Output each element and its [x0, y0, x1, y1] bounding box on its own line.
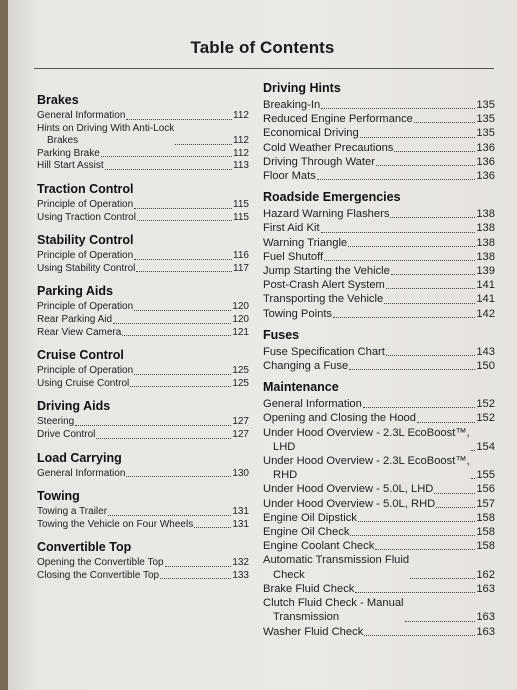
entry-label: Under Hood Overview - 2.3L EcoBoost™, LHD — [263, 426, 470, 453]
toc-entry[interactable] — [37, 212, 249, 225]
dot-leader — [134, 374, 231, 375]
toc-entry[interactable] — [263, 411, 495, 425]
toc-section — [37, 92, 249, 173]
section-heading[interactable]: Cruise Control — [37, 348, 124, 363]
toc-entry[interactable] — [263, 359, 495, 373]
toc-section — [37, 181, 249, 224]
dot-leader — [391, 274, 475, 275]
entry-label: Washer Fluid Check — [263, 625, 364, 638]
toc-section — [37, 283, 249, 339]
dot-leader — [175, 144, 232, 145]
entry-label: Hazard Warning Flashers — [263, 208, 390, 221]
toc-entry[interactable] — [263, 264, 495, 278]
entry-page-number: 115 — [233, 198, 249, 210]
section-heading[interactable]: Driving Hints — [263, 81, 341, 95]
entry-page-number: 136 — [476, 141, 495, 154]
entry-label: First Aid Kit — [263, 222, 320, 235]
toc-entry[interactable] — [37, 301, 249, 314]
entry-label: Principle of Operation — [37, 301, 134, 313]
section-heading[interactable]: Roadside Emergencies — [263, 190, 401, 205]
toc-entry[interactable] — [37, 327, 249, 340]
entry-label: General Information — [37, 467, 126, 479]
entry-page-number: 138 — [476, 250, 495, 263]
entry-label: Breaking-In — [263, 99, 321, 111]
toc-entry[interactable] — [263, 112, 495, 126]
toc-section — [263, 327, 495, 373]
dot-leader — [348, 246, 475, 247]
toc-entry[interactable] — [263, 497, 495, 511]
entry-page-number: 113 — [233, 160, 249, 172]
dot-leader — [471, 450, 476, 451]
left-column — [37, 80, 249, 582]
entry-page-number: 138 — [476, 236, 495, 249]
dot-leader — [436, 507, 475, 508]
entry-label: Cold Weather Precautions — [263, 141, 394, 154]
toc-entry[interactable] — [37, 557, 249, 570]
entry-label: Parking Brake — [37, 147, 100, 159]
entry-page-number: 158 — [476, 540, 495, 553]
entry-label: Floor Mats — [263, 170, 316, 183]
toc-entry[interactable] — [37, 263, 249, 276]
dot-leader — [96, 438, 231, 439]
dot-leader — [333, 317, 475, 318]
dot-leader — [137, 220, 232, 221]
dot-leader — [376, 165, 475, 166]
entry-page-number: 142 — [476, 307, 495, 320]
right-column — [263, 80, 495, 639]
entry-page-number: 139 — [476, 265, 495, 278]
toc-entry[interactable] — [263, 426, 495, 454]
dot-leader — [134, 208, 232, 209]
section-heading[interactable]: Towing — [37, 489, 80, 504]
entry-page-number: 136 — [476, 155, 495, 168]
section-heading[interactable]: Load Carrying — [37, 450, 122, 465]
toc-entry[interactable] — [263, 278, 495, 292]
toc-entry[interactable] — [263, 250, 495, 264]
toc-entry[interactable] — [37, 519, 249, 532]
entry-label: Warning Triangle — [263, 236, 348, 249]
dot-leader — [113, 323, 231, 324]
dot-leader — [358, 521, 475, 522]
dot-leader — [75, 425, 231, 426]
entry-label: Towing a Trailer — [37, 506, 108, 518]
toc-entry[interactable] — [37, 468, 249, 481]
entry-page-number: 158 — [476, 526, 495, 539]
toc-entry[interactable] — [263, 525, 495, 539]
toc-entry[interactable] — [37, 365, 249, 378]
entry-label: Closing the Convertible Top — [37, 569, 160, 581]
entry-label: Engine Oil Dipstick — [263, 511, 357, 524]
section-heading[interactable]: Driving Aids — [37, 399, 111, 414]
entry-page-number: 112 — [233, 135, 249, 147]
dot-leader — [126, 476, 231, 477]
entry-label: Hill Start Assist — [37, 160, 104, 172]
dot-leader — [405, 621, 476, 622]
dot-leader — [321, 108, 475, 109]
entry-label: Using Stability Control — [37, 262, 136, 274]
entry-label: Rear Parking Aid — [37, 313, 113, 325]
toc-entry[interactable] — [37, 570, 249, 583]
entry-page-number: 155 — [476, 469, 495, 482]
dot-leader — [386, 355, 475, 356]
toc-entry[interactable] — [37, 123, 249, 148]
entry-label: Engine Oil Check — [263, 526, 350, 539]
toc-section — [263, 80, 495, 183]
toc-entry[interactable] — [37, 416, 249, 429]
entry-page-number: 133 — [232, 569, 249, 581]
entry-page-number: 112 — [233, 147, 249, 159]
toc-entry[interactable] — [263, 207, 495, 221]
dot-leader — [364, 635, 475, 636]
toc-entry[interactable] — [263, 511, 495, 525]
entry-page-number: 154 — [476, 440, 495, 453]
entry-label: General Information — [37, 110, 126, 121]
dot-leader — [414, 122, 475, 123]
entry-page-number: 125 — [232, 365, 249, 377]
toc-entry[interactable] — [263, 155, 495, 169]
entry-page-number: 135 — [476, 127, 495, 140]
toc-entry[interactable] — [37, 148, 249, 161]
entry-label: Economical Driving — [263, 127, 359, 140]
entry-page-number: 131 — [232, 518, 249, 530]
toc-entry[interactable] — [263, 539, 495, 553]
entry-page-number: 121 — [232, 326, 249, 338]
section-heading[interactable]: Parking Aids — [37, 284, 113, 299]
toc-entry[interactable] — [263, 596, 495, 624]
dot-leader — [375, 549, 475, 550]
entry-label: Changing a Fuse — [263, 360, 349, 373]
entry-page-number: 141 — [476, 293, 495, 306]
title-divider — [34, 68, 494, 69]
entry-label: Using Cruise Control — [37, 377, 130, 389]
dot-leader — [126, 119, 232, 120]
toc-section — [263, 379, 495, 638]
toc-entry[interactable] — [37, 199, 249, 212]
entry-label: Engine Coolant Check — [263, 540, 375, 553]
entry-page-number: 127 — [232, 416, 249, 428]
dot-leader — [394, 151, 475, 152]
toc-entry[interactable] — [263, 397, 495, 411]
entry-page-number: 116 — [233, 250, 249, 262]
entry-label: Automatic Transmission Fluid Check — [263, 554, 410, 581]
entry-label: Under Hood Overview - 2.3L EcoBoost™, RHD — [263, 455, 470, 482]
entry-label: Jump Starting the Vehicle — [263, 265, 390, 278]
entry-page-number: 132 — [232, 557, 249, 569]
entry-page-number: 150 — [476, 360, 495, 373]
entry-label: Using Traction Control — [37, 211, 136, 223]
entry-page-number: 138 — [476, 222, 495, 235]
toc-entry[interactable] — [263, 454, 495, 482]
dot-leader — [410, 578, 475, 579]
entry-label: Transporting the Vehicle — [263, 293, 384, 306]
toc-entry[interactable] — [263, 98, 495, 112]
toc-section — [37, 347, 249, 390]
entry-label: Principle of Operation — [37, 365, 134, 377]
dot-leader — [363, 407, 475, 408]
entry-label: Opening the Convertible Top — [37, 557, 164, 569]
toc-entry[interactable] — [263, 625, 495, 639]
dot-leader — [136, 271, 232, 272]
entry-label: Brake Fluid Check — [263, 582, 355, 595]
dot-leader — [471, 478, 476, 479]
dot-leader — [355, 592, 475, 593]
dot-leader — [321, 232, 476, 233]
entry-page-number: 157 — [476, 497, 495, 510]
toc-entry[interactable] — [37, 160, 249, 173]
entry-label: Drive Control — [37, 428, 96, 440]
section-heading[interactable]: Maintenance — [263, 380, 339, 395]
page-title: Table of Contents — [190, 38, 335, 57]
dot-leader — [360, 137, 476, 138]
toc-section — [37, 539, 249, 582]
entry-label: Towing Points — [263, 307, 333, 320]
toc-entry[interactable] — [37, 378, 249, 391]
toc-entry[interactable] — [263, 292, 495, 306]
entry-page-number: 130 — [232, 467, 249, 479]
entry-page-number: 115 — [233, 211, 249, 223]
dot-leader — [384, 303, 475, 304]
entry-page-number: 136 — [476, 170, 495, 183]
section-heading[interactable]: Stability Control — [37, 233, 134, 248]
entry-page-number: 127 — [232, 428, 249, 440]
dot-leader — [108, 515, 231, 516]
entry-page-number: 131 — [232, 506, 249, 518]
entry-page-number: 120 — [232, 313, 249, 325]
dot-leader — [350, 535, 475, 536]
entry-page-number: 135 — [476, 99, 495, 111]
entry-page-number: 152 — [476, 398, 495, 411]
entry-page-number: 138 — [476, 208, 495, 221]
entry-page-number: 162 — [476, 568, 495, 581]
entry-label: Principle of Operation — [37, 198, 134, 210]
toc-section — [37, 450, 249, 481]
entry-page-number: 156 — [476, 483, 495, 496]
entry-page-number: 152 — [476, 412, 495, 425]
toc-entry[interactable] — [37, 250, 249, 263]
entry-label: Hints on Driving With Anti-Lock Brakes — [37, 122, 175, 147]
manual-page — [8, 0, 517, 690]
toc-entry[interactable] — [263, 126, 495, 140]
dot-leader — [160, 578, 231, 579]
entry-label: Fuse Specification Chart — [263, 345, 385, 358]
section-heading[interactable]: Traction Control — [37, 181, 134, 196]
dot-leader — [134, 310, 231, 311]
toc-entry[interactable] — [263, 221, 495, 235]
entry-label: Opening and Closing the Hood — [263, 412, 417, 425]
entry-label: Clutch Fluid Check - Manual Transmission — [263, 597, 404, 624]
section-heading[interactable]: Fuses — [263, 327, 300, 342]
entry-page-number: 143 — [476, 345, 495, 358]
dot-leader — [317, 179, 475, 180]
toc-entry[interactable] — [263, 582, 495, 596]
toc-entry[interactable] — [263, 141, 495, 155]
section-heading[interactable]: Brakes — [37, 93, 79, 107]
entry-page-number: 141 — [476, 279, 495, 292]
toc-section — [37, 232, 249, 275]
toc-entry[interactable] — [263, 345, 495, 359]
toc-section — [37, 488, 249, 531]
entry-page-number: 135 — [476, 113, 495, 126]
entry-label: Rear View Camera — [37, 326, 122, 338]
toc-entry[interactable] — [263, 169, 495, 183]
entry-page-number: 120 — [232, 301, 249, 313]
entry-label: Principle of Operation — [37, 250, 134, 262]
entry-label: Steering — [37, 416, 75, 428]
entry-label: Fuel Shutoff — [263, 250, 324, 263]
entry-page-number: 117 — [233, 262, 249, 274]
toc-entry[interactable] — [37, 429, 249, 442]
entry-label: Reduced Engine Performance — [263, 113, 413, 126]
toc-entry[interactable] — [263, 553, 495, 581]
toc-entry[interactable] — [37, 314, 249, 327]
dot-leader — [130, 386, 231, 387]
entry-label: Post-Crash Alert System — [263, 279, 385, 292]
toc-section — [37, 398, 249, 441]
section-heading[interactable]: Convertible Top — [37, 540, 132, 555]
dot-leader — [349, 369, 475, 370]
entry-label: General Information — [263, 398, 362, 411]
dot-leader — [386, 288, 475, 289]
entry-label: Driving Through Water — [263, 155, 375, 168]
dot-leader — [134, 259, 232, 260]
entry-page-number: 163 — [476, 611, 495, 624]
dot-leader — [434, 493, 475, 494]
entry-label: Under Hood Overview - 5.0L, LHD — [263, 483, 434, 496]
entry-page-number: 163 — [476, 625, 495, 638]
toc-entry[interactable] — [37, 110, 249, 123]
entry-label: Under Hood Overview - 5.0L, RHD — [263, 497, 436, 510]
dot-leader — [194, 527, 231, 528]
dot-leader — [165, 566, 232, 567]
entry-label: Towing the Vehicle on Four Wheels — [37, 518, 194, 530]
dot-leader — [417, 422, 475, 423]
entry-page-number: 158 — [476, 511, 495, 524]
dot-leader — [390, 217, 475, 218]
toc-entry[interactable] — [263, 482, 495, 496]
dot-leader — [324, 260, 475, 261]
toc-entry[interactable] — [263, 307, 495, 321]
dot-leader — [105, 169, 232, 170]
entry-page-number: 125 — [232, 377, 249, 389]
toc-entry[interactable] — [263, 236, 495, 250]
toc-section — [263, 189, 495, 321]
entry-page-number: 163 — [476, 582, 495, 595]
entry-page-number: 112 — [233, 110, 249, 121]
dot-leader — [122, 335, 231, 336]
dot-leader — [101, 156, 232, 157]
toc-entry[interactable] — [37, 506, 249, 519]
